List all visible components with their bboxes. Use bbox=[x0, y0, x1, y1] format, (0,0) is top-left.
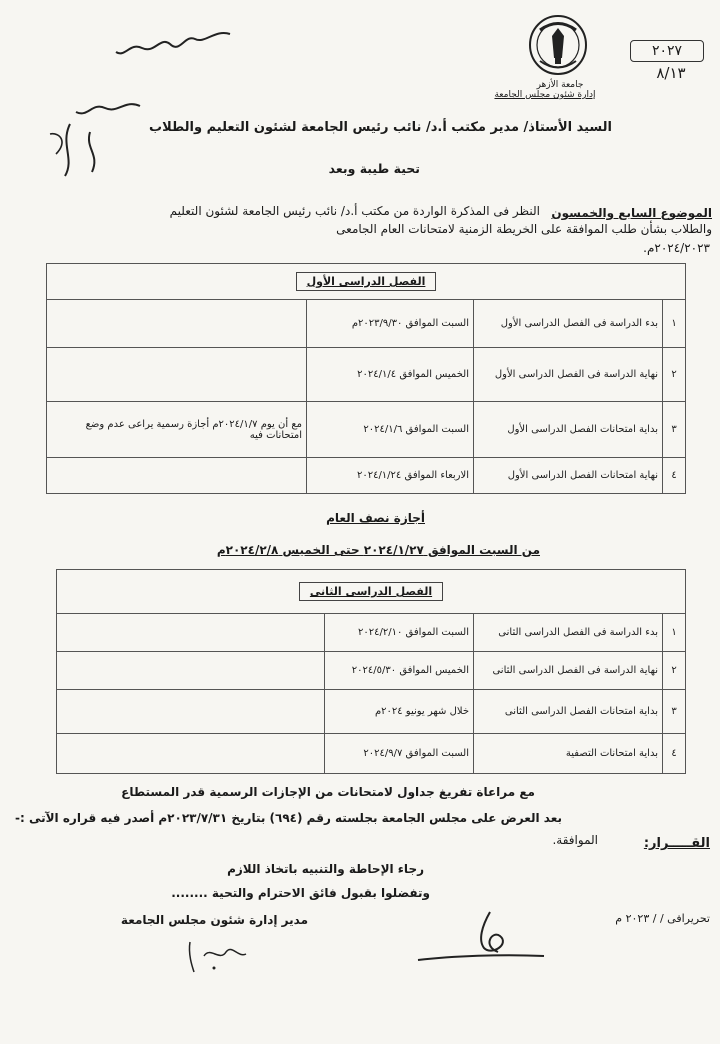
row-event: بدء الدراسة فى الفصل الدراسى الأول bbox=[474, 300, 663, 348]
subject-label: الموضوع السابع والخمسون bbox=[551, 206, 712, 220]
row-date: خلال شهر يونيو ٢٠٢٤م bbox=[325, 690, 474, 734]
semester1-title: الفصل الدراسى الأول bbox=[296, 272, 437, 291]
addressee: السيد الأستاذ/ مدير مكتب أ.د/ نائب رئيس الجامعة لشئون التعليم والطلاب bbox=[149, 120, 612, 135]
row-note bbox=[47, 458, 307, 494]
table-row bbox=[47, 402, 686, 458]
row-event: بدء الدراسة فى الفصل الدراسى الثانى bbox=[474, 614, 663, 652]
row-date: الخميس الموافق ٢٠٢٤/٥/٣٠ bbox=[325, 652, 474, 690]
row-note bbox=[57, 690, 325, 734]
row-date: السبت الموافق ٢٠٢٤/١/٦ bbox=[307, 402, 474, 458]
footer-note: مع مراعاة تفريغ جداول لامتحانات من الإجازات الرسمية قدر المستطاع bbox=[121, 785, 535, 799]
signature-icon bbox=[412, 906, 552, 966]
table-row bbox=[57, 690, 686, 734]
department-name: إدارة شئون مجلس الجامعة bbox=[494, 90, 596, 100]
subject-line-2: والطلاب بشأن طلب الموافقة على الخريطة الزمنية لامتحانات العام الجامعى bbox=[336, 222, 712, 236]
request-line-2: وتفضلوا بقبول فائق الاحترام والتحية ........ bbox=[171, 886, 430, 900]
table-row bbox=[47, 348, 686, 402]
date-line: تحريرافى / / ٢٠٢٣ م bbox=[615, 912, 710, 925]
table-row bbox=[57, 734, 686, 774]
semester2-title-cell bbox=[57, 570, 686, 614]
row-date: الاربعاء الموافق ٢٠٢٤/١/٢٤ bbox=[307, 458, 474, 494]
row-number: ٢ bbox=[663, 652, 686, 690]
table-row bbox=[57, 652, 686, 690]
subject-line-3: ٢٠٢٤/٢٠٢٣م. bbox=[643, 241, 710, 255]
row-note bbox=[57, 652, 325, 690]
row-number: ١ bbox=[663, 300, 686, 348]
university-name: جامعة الأزهر bbox=[536, 80, 584, 90]
table-row bbox=[47, 458, 686, 494]
midyear-title: أجازة نصف العام bbox=[326, 511, 425, 525]
handwritten-annotation-icon bbox=[30, 14, 240, 184]
table-row bbox=[57, 614, 686, 652]
reference-box: ٢٠٢٧ bbox=[630, 40, 704, 62]
row-date: السبت الموافق ٢٠٢٣/٩/٣٠م bbox=[307, 300, 474, 348]
row-event: نهاية الدراسة فى الفصل الدراسى الأول bbox=[474, 348, 663, 402]
row-number: ٤ bbox=[663, 458, 686, 494]
row-event: بداية امتحانات التصفية bbox=[474, 734, 663, 774]
row-number: ٣ bbox=[663, 690, 686, 734]
initials-icon bbox=[180, 932, 270, 978]
row-note bbox=[47, 348, 307, 402]
row-number: ٢ bbox=[663, 348, 686, 402]
decision-label: القـــــرار: bbox=[643, 836, 710, 851]
row-note bbox=[57, 614, 325, 652]
request-line-1: رجاء الإحاطة والتنبيه باتخاذ اللازم bbox=[227, 862, 424, 876]
midyear-range: من السبت الموافق ٢٠٢٤/١/٢٧ حتى الخميس ٢٠٢٤/٢/٨م bbox=[216, 543, 540, 557]
greeting: تحية طيبة وبعد bbox=[328, 161, 420, 176]
row-number: ١ bbox=[663, 614, 686, 652]
row-event: نهاية امتحانات الفصل الدراسى الأول bbox=[474, 458, 663, 494]
row-event: بداية امتحانات الفصل الدراسى الأول bbox=[474, 402, 663, 458]
semester2-table bbox=[56, 569, 686, 774]
table-row bbox=[47, 300, 686, 348]
row-date: السبت الموافق ٢٠٢٤/٢/١٠ bbox=[325, 614, 474, 652]
row-date: السبت الموافق ٢٠٢٤/٩/٧ bbox=[325, 734, 474, 774]
semester1-table bbox=[46, 263, 686, 494]
row-date: الخميس الموافق ٢٠٢٤/١/٤ bbox=[307, 348, 474, 402]
row-event: بداية امتحانات الفصل الدراسى الثانى bbox=[474, 690, 663, 734]
row-event: نهاية الدراسة فى الفصل الدراسى الثانى bbox=[474, 652, 663, 690]
row-number: ٤ bbox=[663, 734, 686, 774]
semester2-title: الفصل الدراسى الثانى bbox=[299, 582, 443, 601]
subject-line-1: النظر فى المذكرة الواردة من مكتب أ.د/ نائب رئيس الجامعة لشئون التعليم bbox=[169, 204, 540, 218]
semester1-title-cell bbox=[47, 264, 686, 300]
row-note bbox=[47, 300, 307, 348]
signer-title: مدير إدارة شئون مجلس الجامعة bbox=[120, 913, 308, 927]
row-number: ٣ bbox=[663, 402, 686, 458]
reference-number: ٨/١٣ bbox=[656, 64, 686, 82]
row-note: مع أن يوم ٢٠٢٤/١/٧م أجازة رسمية يراعى عدم وضع امتحانات فيه bbox=[47, 402, 307, 458]
council-statement: بعد العرض على مجلس الجامعة بجلسته رقم (٦٩٤) بتاريخ ٢٠٢٣/٧/٣١م أصدر فيه قراره الآتى :- bbox=[15, 811, 562, 825]
row-note bbox=[57, 734, 325, 774]
approval-text: الموافقة. bbox=[552, 833, 598, 847]
university-seal-icon bbox=[528, 14, 588, 76]
